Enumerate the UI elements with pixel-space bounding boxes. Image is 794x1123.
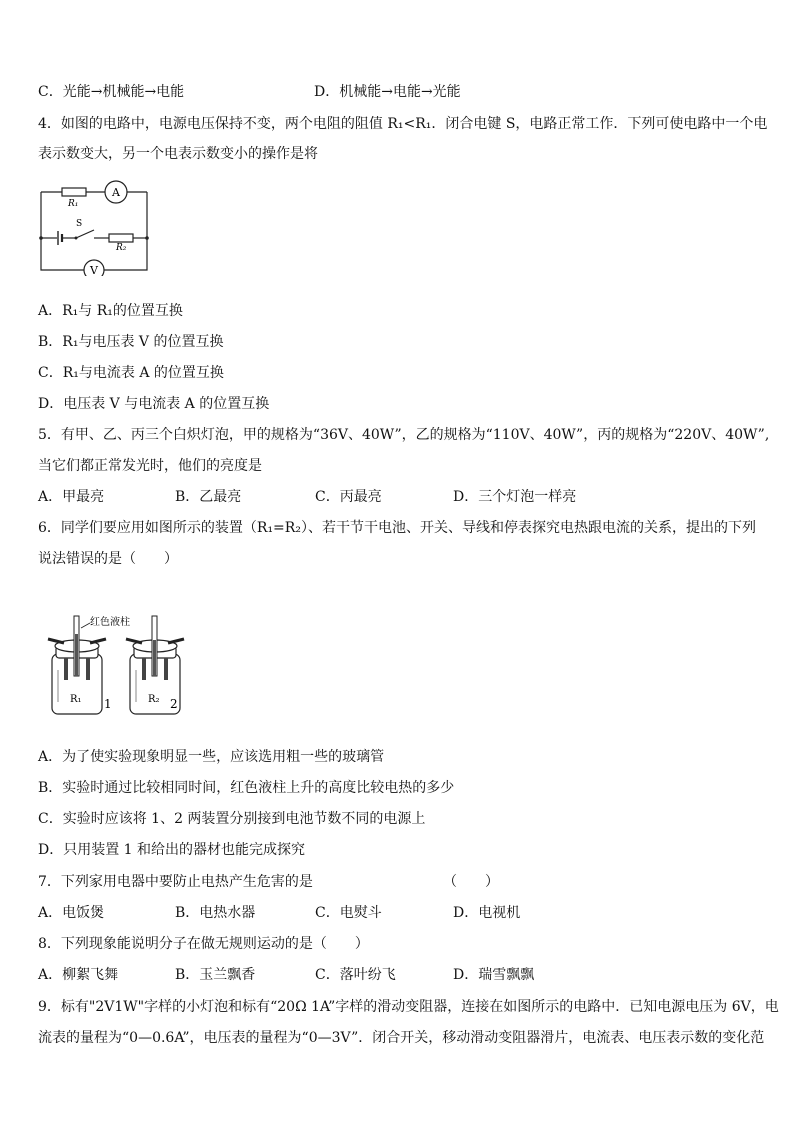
q3-option-d: D．机械能→电能→光能 bbox=[314, 84, 461, 100]
voltmeter-label: V bbox=[90, 264, 98, 276]
q9-stem-line2: 流表的量程为“0—0.6A”，电压表的量程为“0—3V”．闭合开关，移动滑动变阻器滑片，电流表、电压表示数的变化范 bbox=[38, 1030, 765, 1046]
q4-option-c: C．R₁与电流表 A 的位置互换 bbox=[38, 365, 224, 381]
jar-1 bbox=[48, 616, 112, 714]
q9-stem-line1: 9．标有"2V1W"字样的小灯泡和标有“20Ω 1A”字样的滑动变阻器，连接在如图所示的电路中．已知电源电压为 6V，电 bbox=[38, 999, 779, 1015]
r2-resistor bbox=[109, 234, 133, 242]
q4-stem-line2: 表示数变大，另一个电表示数变小的操作是将 bbox=[38, 146, 318, 162]
q7-option-b: B．电热水器 bbox=[175, 905, 256, 921]
q4-option-a: A．R₁与 R₁的位置互换 bbox=[38, 303, 183, 319]
q5-option-a: A．甲最亮 bbox=[38, 489, 105, 505]
r1-label: R₁ bbox=[68, 199, 79, 209]
q5-option-b: B．乙最亮 bbox=[175, 489, 242, 505]
q8-stem: 8．下列现象能说明分子在做无规则运动的是（ ） bbox=[38, 936, 369, 952]
q7-option-a: A．电饭煲 bbox=[38, 905, 105, 921]
q7-answer-blank: （ ） bbox=[443, 874, 499, 890]
r2-label: R₂ bbox=[116, 243, 127, 253]
q8-option-c: C．落叶纷飞 bbox=[315, 967, 396, 983]
q5-stem-line1: 5．有甲、乙、丙三个白炽灯泡，甲的规格为“36V、40W”，乙的规格为“110V、40W”，丙的规格为“220V、40W”, bbox=[38, 427, 770, 443]
jar2-number: 2 bbox=[170, 697, 178, 711]
q4-option-b: B．R₁与电压表 V 的位置互换 bbox=[38, 334, 224, 350]
q8-option-d: D．瑞雪飘飘 bbox=[453, 967, 535, 983]
q4-circuit-diagram bbox=[34, 176, 154, 276]
q5-option-d: D．三个灯泡一样亮 bbox=[453, 489, 577, 505]
r1-resistor bbox=[62, 188, 86, 196]
jar-2 bbox=[126, 616, 184, 714]
q7-option-d: D．电视机 bbox=[453, 905, 521, 921]
jar2-resistor-label: R₂ bbox=[148, 694, 160, 705]
jar1-resistor-label: R₁ bbox=[70, 694, 82, 705]
q3-option-c: C．光能→机械能→电能 bbox=[38, 84, 185, 100]
ammeter-label: A bbox=[112, 186, 120, 199]
red-liquid-column-label: 红色液柱 bbox=[90, 617, 130, 628]
switch-label: S bbox=[76, 219, 83, 229]
q6-stem-line2: 说法错误的是（ ） bbox=[38, 551, 178, 567]
q7-option-c: C．电熨斗 bbox=[315, 905, 382, 921]
q4-option-d: D．电压表 V 与电流表 A 的位置互换 bbox=[38, 396, 270, 412]
q6-apparatus-figure bbox=[44, 610, 194, 720]
q8-option-b: B．玉兰飘香 bbox=[175, 967, 256, 983]
q7-stem: 7．下列家用电器中要防止电热产生危害的是 bbox=[38, 874, 313, 890]
q6-stem-line1: 6．同学们要应用如图所示的装置（R₁=R₂）、若干节干电池、开关、导线和停表探究电热跟电流的关系，提出的下列 bbox=[38, 520, 756, 536]
q5-stem-line2: 当它们都正常发光时，他们的亮度是 bbox=[38, 458, 262, 474]
q4-stem-line1: 4．如图的电路中，电源电压保持不变，两个电阻的阻值 R₁<R₁．闭合电键 S，电路正常工作．下列可使电路中一个电 bbox=[38, 116, 768, 132]
switch-blade bbox=[76, 230, 94, 238]
q5-option-c: C．丙最亮 bbox=[315, 489, 382, 505]
q6-option-d: D．只用装置 1 和给出的器材也能完成探究 bbox=[38, 842, 306, 858]
q6-option-b: B．实验时通过比较相同时间，红色液柱上升的高度比较电热的多少 bbox=[38, 780, 455, 796]
q8-option-a: A．柳絮飞舞 bbox=[38, 967, 119, 983]
q6-option-a: A．为了使实验现象明显一些，应该选用粗一些的玻璃管 bbox=[38, 749, 385, 765]
jar1-number: 1 bbox=[104, 697, 112, 711]
q6-option-c: C．实验时应该将 1、2 两装置分别接到电池节数不同的电源上 bbox=[38, 811, 426, 827]
